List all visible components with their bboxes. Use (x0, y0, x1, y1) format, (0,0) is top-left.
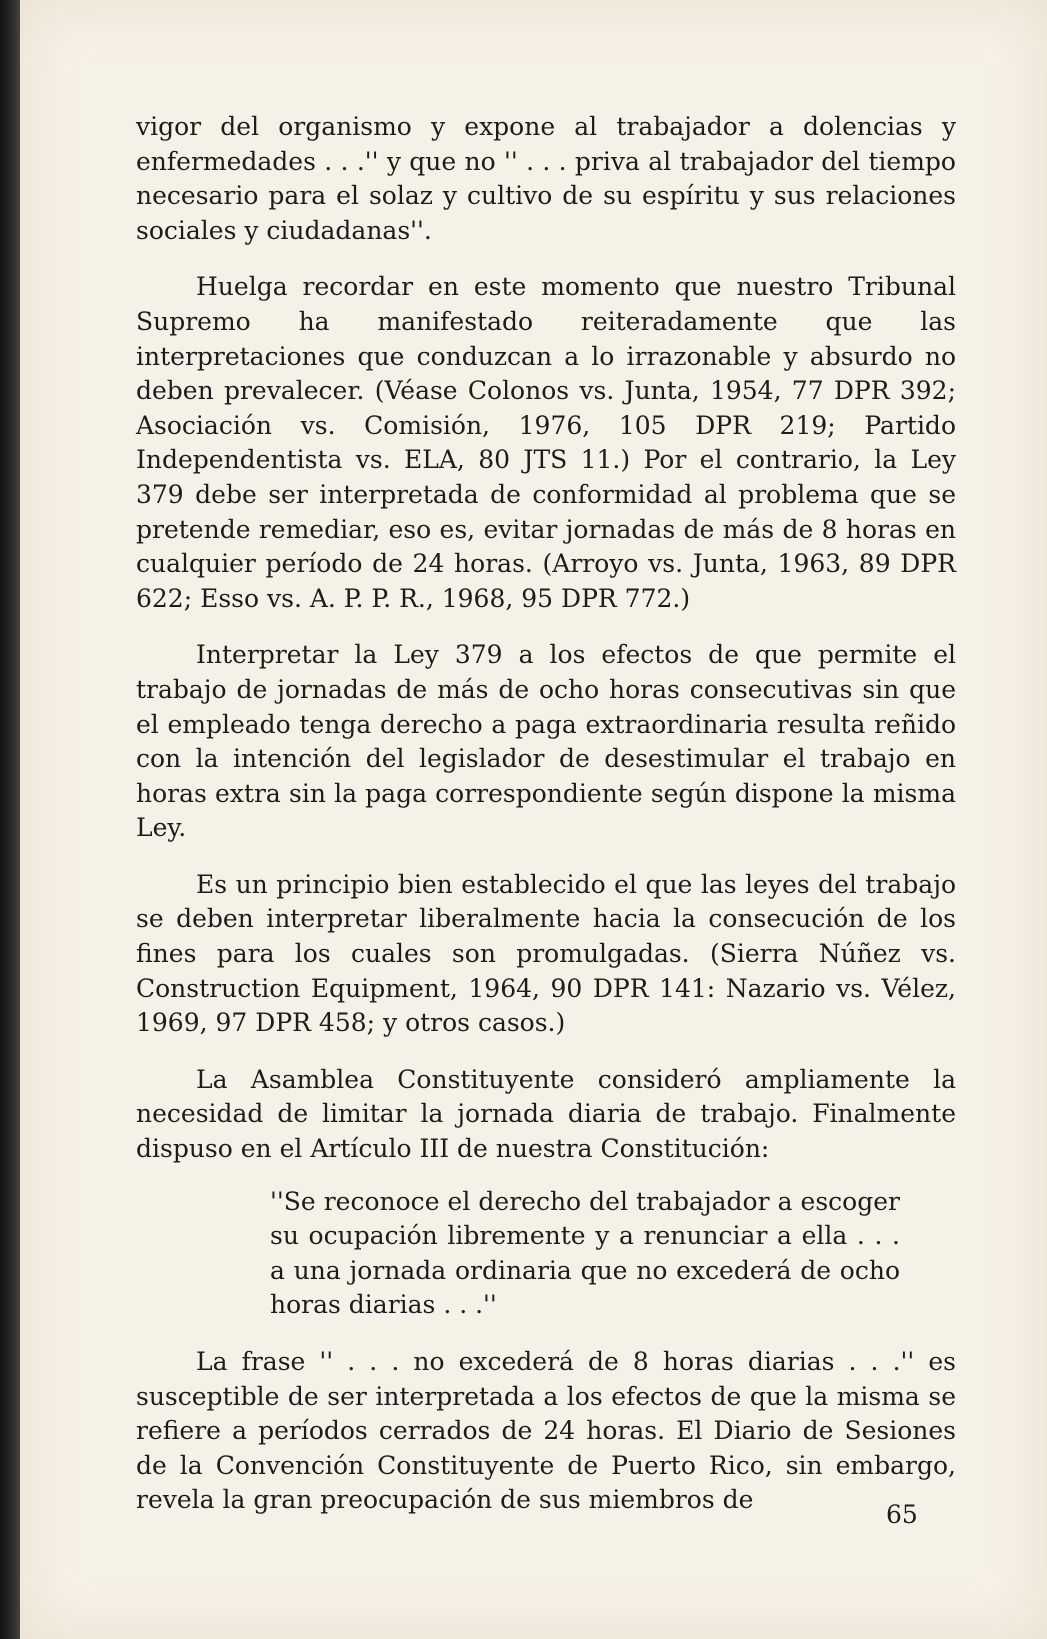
paragraph-frase: La frase '' . . . no excederá de 8 horas diarias . . .'' es susceptible de ser interpretada a los efectos de que la misma se refiere a períodos cerrados de 24 horas. El Diario de Sesiones de la Convención Constituyente de Puerto Rico, sin embargo, revela la gran preocupación de sus miembros de (136, 1347, 956, 1515)
paragraph-asamblea: La Asamblea Constituyente consideró ampliamente la necesidad de limitar la jornada diaria de trabajo. Finalmente dispuso en el Artículo III de nuestra Constitución: (136, 1064, 956, 1164)
paragraph-tribunal-supremo: Huelga recordar en este momento que nuestro Tribunal Supremo ha manifestado reiteradamente que las interpretaciones que conduzcan a lo irrazonable y absurdo no deben prevalecer. (Véase Colonos vs. Junta, 1954, 77 DPR 392; Asociación vs. Comisión, 1976, 105 DPR 219; Partido Independentista vs. ELA, 80 JTS 11.) Por el contrario, la Ley 379 debe ser interpretada de conformidad al problema que se pretende remediar, eso es, evitar jornadas de más de 8 horas en cualquier período de 24 horas. (Arroyo vs. Junta, 1963, 89 DPR 622; Esso vs. A. P. P. R., 1968, 95 DPR 772.) (136, 272, 956, 613)
scan-left-edge (0, 0, 20, 1639)
paragraph-ley-379: Interpretar la Ley 379 a los efectos de que permite el trabajo de jornadas de más de ocho horas consecutivas sin que el empleado tenga derecho a paga extraordinaria resulta reñido con la intención del legislador de desestimular el trabajo en horas extra sin la paga correspondiente según dispone la misma Ley. (136, 640, 956, 843)
book-page (20, 0, 1047, 1639)
paragraph-principio: Es un principio bien establecido el que las leyes del trabajo se deben interpretar liberalmente hacia la consecución de los fines para los cuales son promulgadas. (Sierra Núñez vs. Construction Equipment, 1964, 90 DPR 141: Nazario vs. Vélez, 1969, 97 DPR 458; y otros casos.) (136, 869, 956, 1038)
page-number: 65 (886, 1500, 918, 1529)
body-text (136, 110, 956, 1518)
paragraph-continuation: vigor del organismo y expone al trabajador a dolencias y enfermedades . . .'' y que no '' . . . priva al trabajador del tiempo necesario para el solaz y cultivo de su espíritu y sus relaciones sociales y ciudadanas''. (136, 112, 956, 245)
constitution-quote: ''Se reconoce el derecho del trabajador a escoger su ocupación libremente y a renunciar a ella . . . a una jornada ordinaria que no excederá de ocho horas diarias . . .'' (270, 1186, 900, 1320)
